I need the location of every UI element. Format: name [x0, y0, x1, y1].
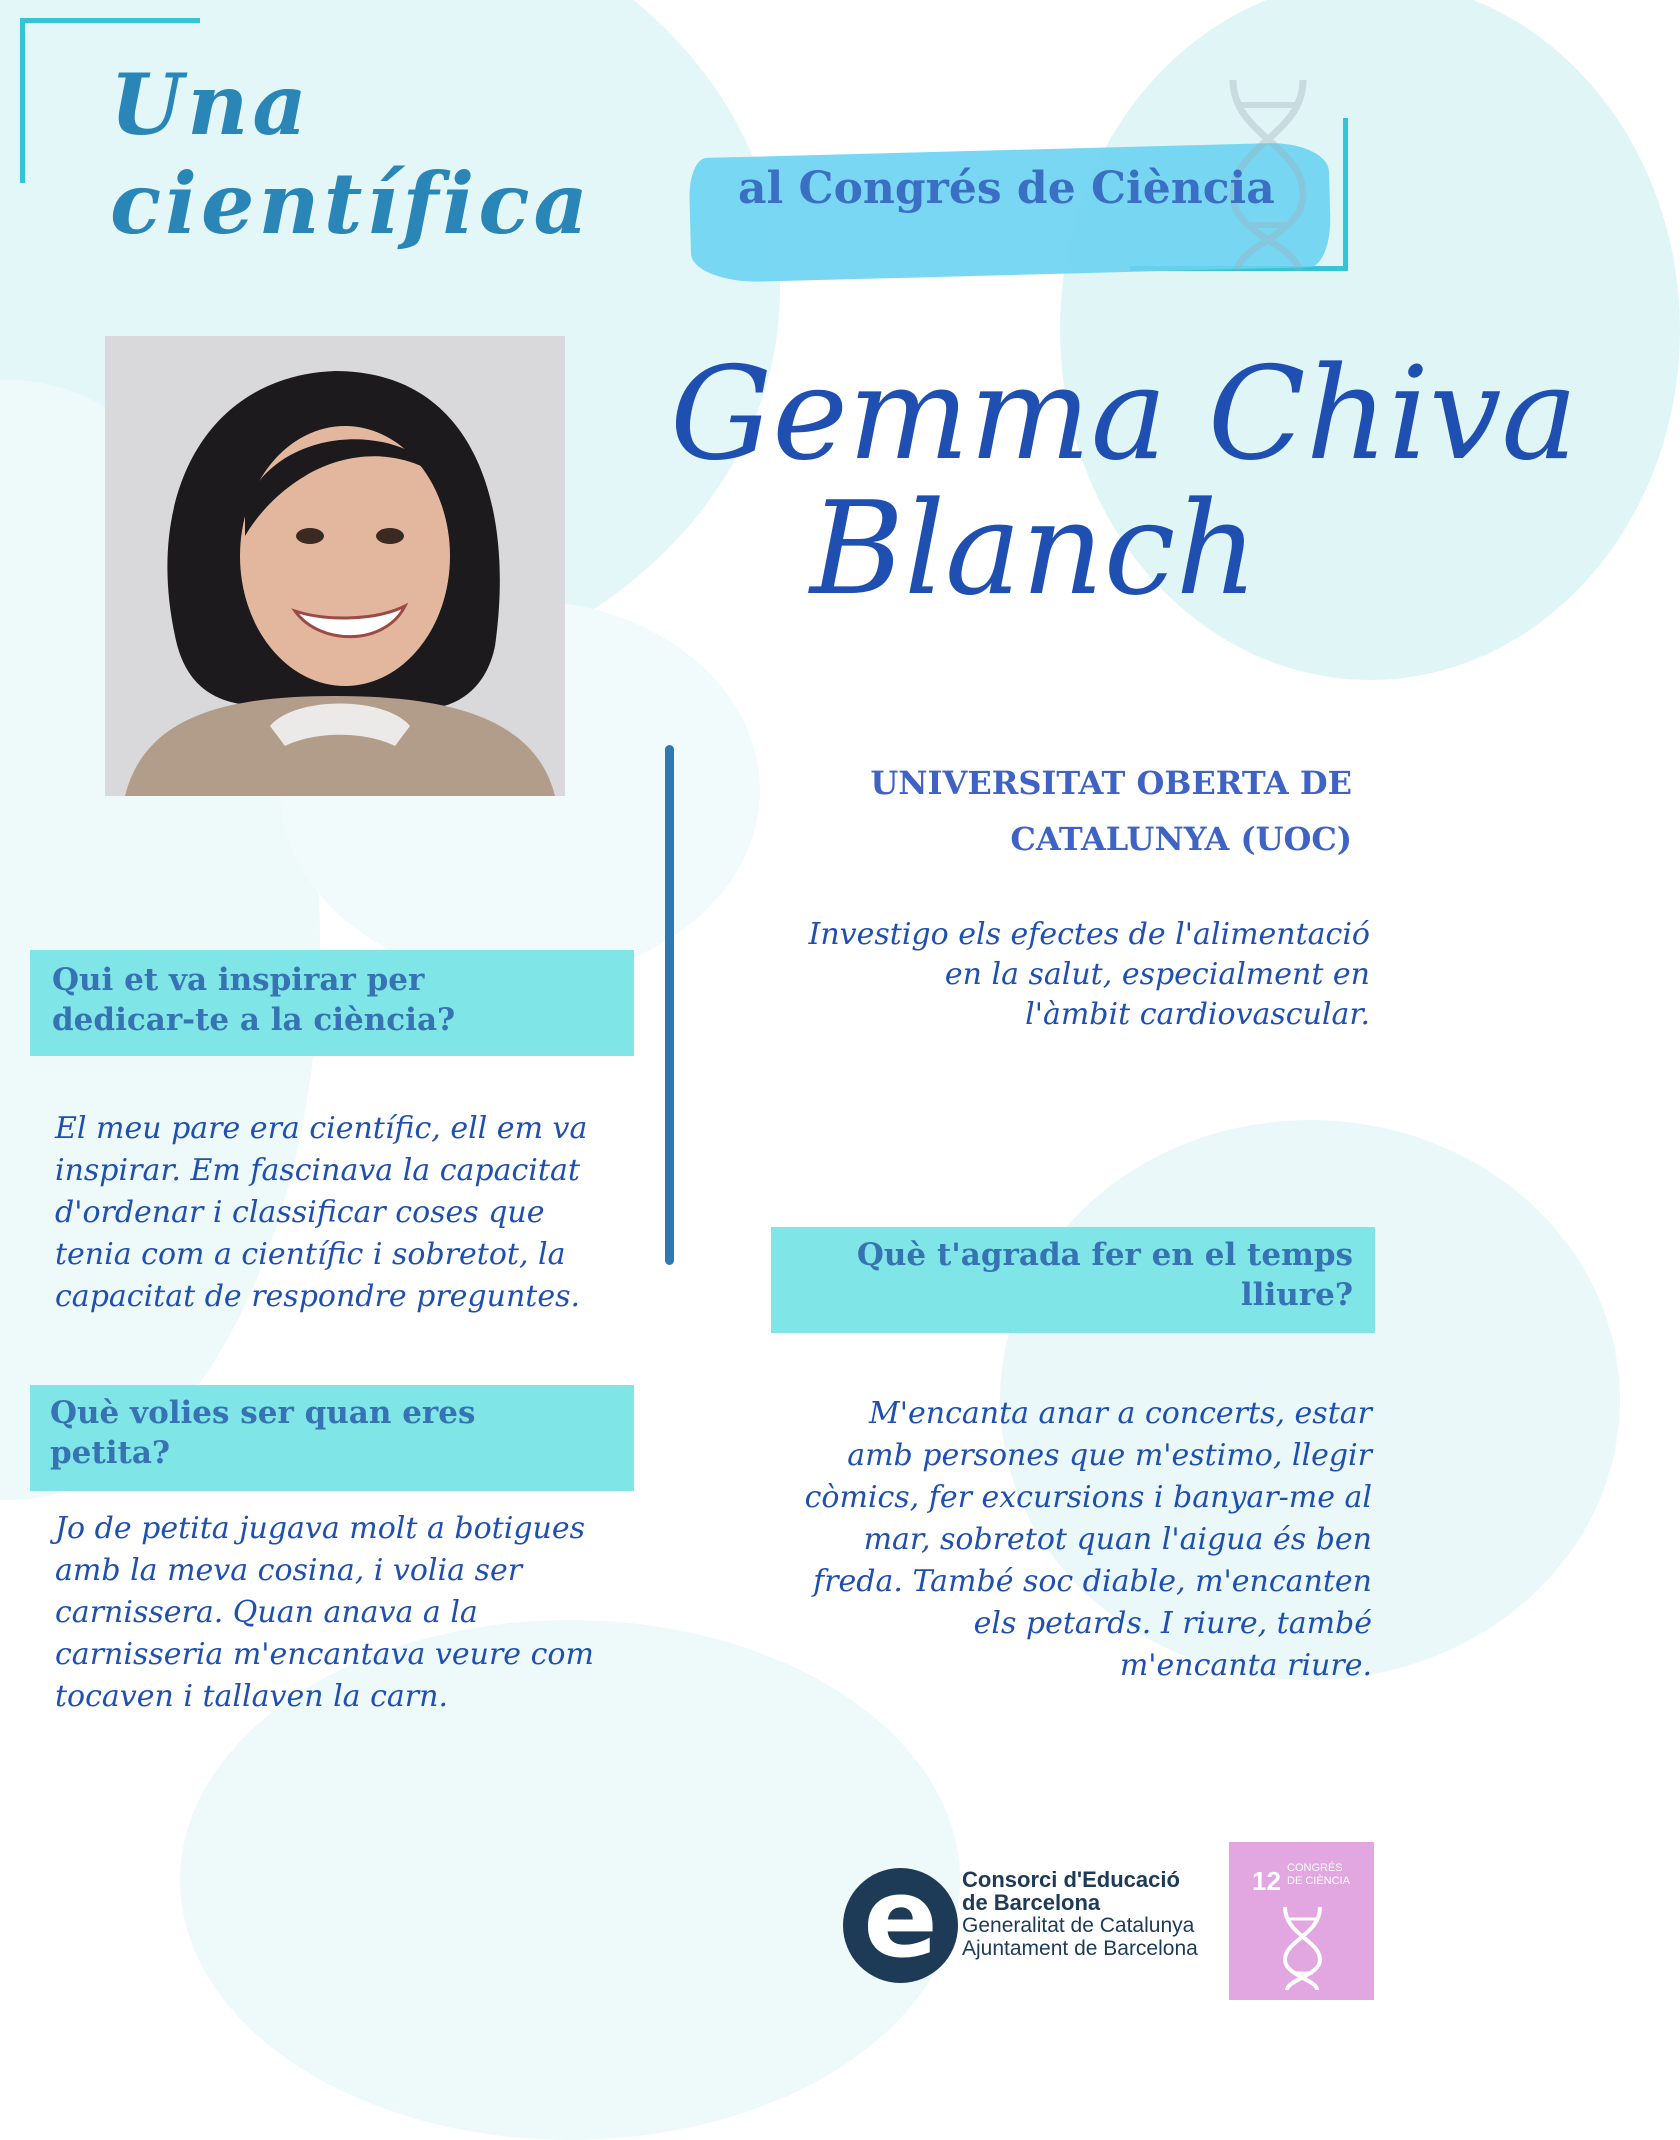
scientist-name	[650, 310, 1578, 690]
congress-badge-text	[1287, 1862, 1367, 1888]
answer-line: amb la meva cosina, i volia ser	[55, 1553, 523, 1588]
affiliation	[760, 755, 1352, 867]
answer-line: El meu pare era científic, ell em va	[55, 1111, 588, 1146]
consorci-name: de Barcelona	[962, 1890, 1101, 1915]
answer-line: els petards. I riure, també	[973, 1606, 1372, 1641]
name-line-2: Blanch	[810, 475, 1258, 624]
answer-free-time	[760, 1393, 1372, 1687]
question-line: petita?	[50, 1435, 171, 1471]
answer-line: tenia com a científic i sobretot, la	[55, 1237, 566, 1272]
consorci-name: Consorci d'Educació	[962, 1867, 1180, 1892]
research-line: l'àmbit cardiovascular.	[1025, 997, 1370, 1032]
answer-line: inspirar. Em fascinava la capacitat	[55, 1153, 580, 1188]
consorci-logo-text	[962, 1868, 1222, 1960]
question-line: Què volies ser quan eres	[50, 1395, 476, 1431]
answer-line: m'encanta riure.	[1119, 1648, 1372, 1683]
question-line: dedicar-te a la ciència?	[52, 1002, 456, 1038]
answer-line: d'ordenar i classificar coses que	[55, 1195, 545, 1230]
research-line: Investigo els efectes de l'alimentació	[808, 917, 1370, 952]
question-line: lliure?	[1240, 1277, 1353, 1313]
answer-line: còmics, fer excursions i banyar-me al	[804, 1480, 1372, 1515]
question-box-childhood	[30, 1385, 634, 1491]
answer-line: carnissera. Quan anava a la	[55, 1595, 478, 1630]
congress-badge-number: 12	[1252, 1866, 1281, 1896]
dna-icon	[1275, 1905, 1330, 1990]
answer-line: M'encanta anar a concerts, estar	[869, 1396, 1372, 1431]
consorci-logo-icon: e	[843, 1868, 958, 1983]
research-line: en la salut, especialment en	[944, 957, 1370, 992]
research-description	[760, 915, 1370, 1035]
answer-line: carnisseria m'encantava veure com	[55, 1637, 594, 1672]
page-title: Una científica	[110, 55, 592, 253]
question-line: Què t'agrada fer en el temps	[856, 1237, 1353, 1273]
answer-line: mar, sobretot quan l'aigua és ben	[863, 1522, 1372, 1557]
answer-inspiration	[55, 1108, 655, 1318]
question-box-inspiration	[30, 950, 634, 1056]
page-subtitle: al Congrés de Ciència	[738, 163, 1275, 214]
answer-line: freda. També soc diable, m'encanten	[813, 1564, 1372, 1599]
badge-line: CONGRÉS	[1287, 1862, 1343, 1874]
badge-line: DE CIÈNCIA	[1287, 1875, 1350, 1887]
name-line-1: Gemma Chiva	[670, 340, 1578, 489]
answer-childhood	[55, 1508, 675, 1718]
corner-line	[20, 18, 200, 23]
answer-line: capacitat de respondre preguntes.	[55, 1279, 580, 1314]
answer-line: Jo de petita jugava molt a botigues	[55, 1511, 585, 1546]
portrait-photo	[105, 336, 565, 796]
consorci-affiliation: Ajuntament de Barcelona	[962, 1937, 1198, 1960]
affiliation-line: CATALUNYA (UOC)	[1010, 820, 1352, 858]
affiliation-line: UNIVERSITAT OBERTA DE	[870, 764, 1352, 802]
question-line: Qui et va inspirar per	[52, 962, 425, 998]
consorci-affiliation: Generalitat de Catalunya	[962, 1914, 1195, 1937]
answer-line: amb persones que m'estimo, llegir	[847, 1438, 1372, 1473]
vertical-divider	[665, 745, 674, 1265]
corner-line	[20, 18, 25, 183]
answer-line: tocaven i tallaven la carn.	[55, 1679, 448, 1714]
question-box-free-time	[771, 1227, 1375, 1333]
